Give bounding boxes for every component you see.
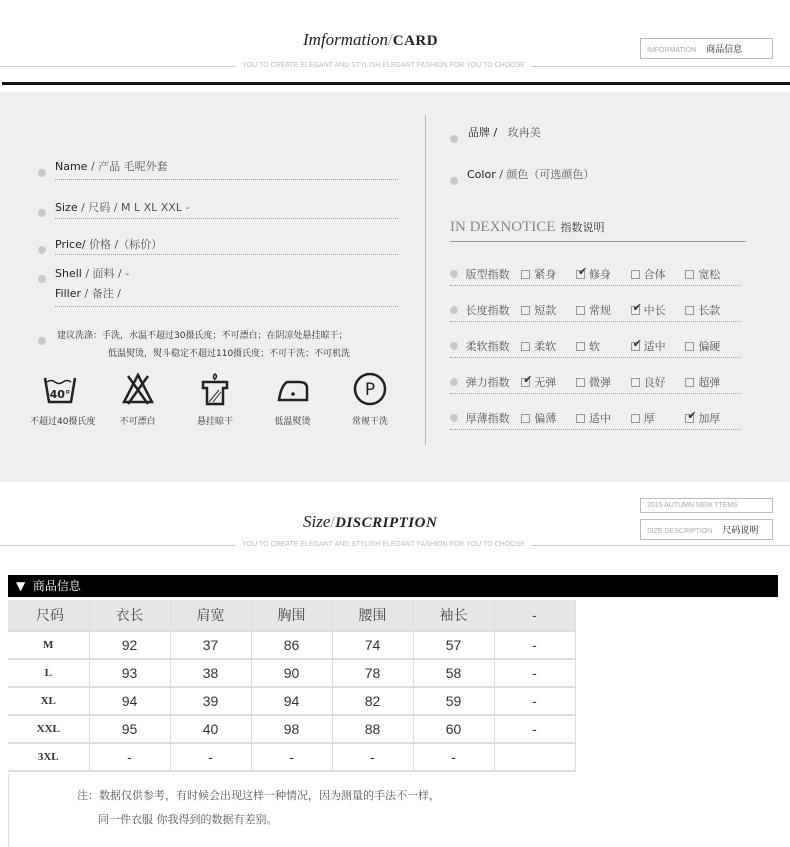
title-italic: Size	[303, 512, 331, 531]
checkbox-checked-icon[interactable]	[576, 270, 585, 279]
index-option[interactable]	[631, 410, 686, 426]
value-cell	[494, 743, 575, 771]
checkbox-icon[interactable]	[521, 306, 530, 315]
field-label: Name	[55, 160, 88, 173]
value-cell: 94	[89, 687, 170, 715]
dot	[38, 275, 46, 283]
option-label: 良好	[643, 375, 666, 389]
option-label: 偏薄	[534, 411, 557, 425]
care-instructions-2: 低温熨烫，熨斗稳定不超过110摄氏度；不可干洗；不可机洗	[108, 349, 351, 359]
icon-label: 常规干洗	[351, 417, 388, 427]
checkbox-icon[interactable]	[521, 414, 530, 423]
checkbox-icon[interactable]	[685, 306, 694, 315]
table-row	[8, 715, 575, 743]
title-slash: /	[388, 30, 393, 49]
index-option[interactable]	[521, 410, 576, 426]
value-cell: -	[170, 743, 251, 771]
index-row	[450, 262, 740, 286]
index-option[interactable]	[521, 302, 576, 318]
value-cell: 93	[89, 659, 170, 687]
field-value: / 颜色（可选颜色）	[495, 168, 595, 181]
dot	[450, 378, 458, 386]
column-header: 肩宽	[170, 600, 251, 631]
checkbox-icon[interactable]	[631, 378, 640, 387]
value-cell: -	[494, 687, 575, 715]
brand-value: 玫冉美	[507, 126, 541, 139]
table-row	[8, 743, 575, 771]
value-cell: 82	[332, 687, 413, 715]
option-label: 偏硬	[698, 339, 721, 353]
size-cell: XXL	[8, 715, 89, 743]
index-option[interactable]	[521, 338, 576, 354]
index-option[interactable]	[576, 338, 631, 354]
option-label: 宽松	[698, 267, 721, 281]
field-value: / 备注 /	[81, 287, 121, 300]
option-label: 紧身	[534, 267, 557, 281]
checkbox-icon[interactable]	[576, 378, 585, 387]
checkbox-checked-icon[interactable]	[631, 342, 640, 351]
index-label: 弹力指数	[465, 375, 510, 389]
bar-label: 商品信息	[32, 579, 81, 593]
table-row	[8, 659, 575, 687]
field-label: Filler	[55, 287, 81, 300]
column-header: 腰围	[332, 600, 413, 631]
value-cell: 40	[170, 715, 251, 743]
dot	[38, 209, 46, 217]
option-label: 适中	[643, 339, 666, 353]
no-bleach-icon	[108, 372, 168, 427]
field-label: 品牌 /	[468, 126, 498, 139]
dot	[38, 337, 46, 345]
low-iron-icon	[263, 372, 323, 427]
checkbox-icon[interactable]	[521, 342, 530, 351]
index-option[interactable]	[576, 266, 631, 282]
box-cn: 尺码说明	[722, 525, 759, 535]
value-cell: 98	[251, 715, 332, 743]
index-option[interactable]	[685, 338, 740, 354]
value-cell: -	[494, 631, 575, 659]
wash-40-icon	[30, 372, 96, 427]
value-cell: 95	[89, 715, 170, 743]
field-label: Shell	[55, 267, 82, 280]
size-table-bar	[8, 575, 778, 597]
option-label: 超弹	[698, 375, 721, 389]
field-label: Price/	[55, 238, 86, 251]
index-option[interactable]	[521, 374, 576, 390]
note-line-1: 注：数据仅供参考，有时候会出现这样一种情况，因为测量的手法不一样，	[77, 789, 440, 802]
size-field	[55, 199, 398, 219]
index-option[interactable]	[685, 410, 740, 426]
shell-field	[55, 265, 129, 281]
dot	[38, 162, 46, 181]
table-row	[8, 687, 575, 715]
index-option[interactable]	[576, 374, 631, 390]
value-cell: 74	[332, 631, 413, 659]
option-label: 无弹	[534, 375, 557, 389]
index-row	[450, 298, 740, 322]
checkbox-icon[interactable]	[685, 378, 694, 387]
index-label: 厚薄指数	[465, 411, 510, 425]
index-row	[450, 334, 740, 358]
value-cell: 86	[251, 631, 332, 659]
column-header: 尺码	[8, 600, 89, 631]
size-title	[303, 512, 437, 532]
checkbox-icon[interactable]	[576, 342, 585, 351]
checkbox-icon[interactable]	[631, 270, 640, 279]
value-cell: -	[494, 659, 575, 687]
option-label: 修身	[588, 267, 611, 281]
option-label: 适中	[588, 411, 611, 425]
filler-field	[55, 285, 398, 307]
index-option[interactable]	[576, 302, 631, 318]
index-option[interactable]	[631, 374, 686, 390]
tagline: YOU TO CREATE ELEGANT AND STYLISH ELEGANT FASHION FOR YOU TO CHOOSE	[236, 541, 531, 548]
index-option[interactable]	[631, 338, 686, 354]
value-cell: 58	[413, 659, 494, 687]
field-value: / 尺码 / M L XL XXL -	[77, 201, 190, 214]
size-cell: M	[8, 631, 89, 659]
brand-field	[468, 124, 541, 140]
value-cell: 59	[413, 687, 494, 715]
value-cell: 88	[332, 715, 413, 743]
box-cn: 商品信息	[706, 44, 743, 54]
value-cell: 92	[89, 631, 170, 659]
name-field	[55, 158, 398, 180]
option-label: 常规	[588, 303, 611, 317]
index-option[interactable]	[631, 266, 686, 282]
tagline: YOU TO CREATE ELEGANT AND STYLISH ELEGANT FASHION FOR YOU TO CHOOSE	[236, 62, 531, 69]
checkbox-checked-icon[interactable]	[685, 414, 694, 423]
column-header: 胸围	[251, 600, 332, 631]
index-label: 版型指数	[465, 267, 510, 281]
dot	[450, 135, 458, 143]
icon-label: 不可漂白	[119, 417, 156, 427]
season-box: 2015 AUTUMN NEW TTEMS	[640, 498, 773, 513]
value-cell: 57	[413, 631, 494, 659]
color-field	[467, 166, 594, 182]
dot	[38, 246, 46, 254]
box-en: SIZE DESCRIPTION	[647, 528, 713, 535]
dot	[450, 270, 458, 278]
title-bold: CARD	[392, 33, 439, 49]
column-header: -	[494, 600, 575, 631]
title-bold: DISCRIPTION	[335, 515, 438, 531]
option-label: 中长	[643, 303, 666, 317]
dot	[450, 177, 458, 185]
field-label: Size	[55, 201, 78, 214]
note-border	[8, 774, 9, 847]
dot	[450, 306, 458, 314]
icon-label: 不超过40摄氏度	[30, 417, 96, 427]
option-label: 软	[588, 339, 600, 353]
value-cell: 94	[251, 687, 332, 715]
value-cell: -	[332, 743, 413, 771]
field-value: 价格 /（标价）	[85, 238, 163, 251]
index-title-cn: 指数说明	[560, 221, 605, 234]
table-row	[8, 631, 575, 659]
index-row	[450, 370, 740, 394]
value-cell: 90	[251, 659, 332, 687]
index-option[interactable]	[576, 410, 631, 426]
index-label: 长度指数	[465, 303, 510, 317]
checkbox-icon[interactable]	[521, 270, 530, 279]
checkbox-checked-icon[interactable]	[521, 378, 530, 387]
index-option[interactable]	[685, 266, 740, 282]
option-label: 长款	[698, 303, 721, 317]
index-option[interactable]	[685, 374, 740, 390]
icon-label: 悬挂晾干	[196, 417, 233, 427]
field-value: / 面料 / -	[81, 267, 130, 280]
care-instructions-1: 建议洗涤：手洗，水温不超过30摄氏度；不可漂白；在阴凉处悬挂晾干；	[57, 331, 348, 341]
box-en: IMFORMATION	[647, 47, 697, 54]
title-italic: Imformation	[303, 30, 388, 49]
price-field	[55, 236, 398, 255]
value-cell: -	[89, 743, 170, 771]
info-card-title	[303, 30, 438, 50]
field-label: Color	[467, 168, 496, 181]
info-box-label	[640, 38, 773, 59]
dry-clean-p-icon	[340, 372, 400, 427]
title-slash: /	[330, 512, 336, 531]
index-option[interactable]	[631, 302, 686, 318]
value-cell: 37	[170, 631, 251, 659]
value-cell: -	[413, 743, 494, 771]
field-value: / 产品 毛呢外套	[87, 160, 168, 173]
black-rule	[2, 82, 790, 85]
index-option[interactable]	[685, 302, 740, 318]
size-box-label	[640, 519, 773, 540]
index-label: 柔软指数	[465, 339, 510, 353]
option-label: 加厚	[698, 411, 721, 425]
triangle-down-icon: ▼	[16, 579, 26, 593]
value-cell: -	[251, 743, 332, 771]
checkbox-icon[interactable]	[685, 270, 694, 279]
value-cell: 78	[332, 659, 413, 687]
option-label: 厚	[643, 411, 655, 425]
option-label: 短款	[534, 303, 557, 317]
note-line-2: 同一件衣服 你我得到的数据有差别。	[98, 813, 278, 826]
svg-text:P: P	[364, 380, 376, 400]
checkbox-icon[interactable]	[631, 414, 640, 423]
icon-label: 低温熨烫	[274, 417, 311, 427]
hang-dry-icon	[185, 372, 245, 427]
column-header: 衣长	[89, 600, 170, 631]
index-list	[450, 262, 740, 442]
value-cell: 39	[170, 687, 251, 715]
vertical-divider	[425, 115, 426, 445]
index-option[interactable]	[521, 266, 576, 282]
index-title	[450, 216, 746, 242]
checkbox-checked-icon[interactable]	[631, 306, 640, 315]
option-label: 合体	[643, 267, 666, 281]
svg-text:40°: 40°	[49, 388, 71, 401]
size-cell: L	[8, 659, 89, 687]
checkbox-icon[interactable]	[576, 306, 585, 315]
index-title-en: IN DEXNOTICE	[450, 219, 556, 235]
size-table	[8, 600, 576, 772]
checkbox-icon[interactable]	[685, 342, 694, 351]
option-label: 微弹	[588, 375, 611, 389]
care-icons	[30, 372, 400, 427]
column-header: 袖长	[413, 600, 494, 631]
size-cell: 3XL	[8, 743, 89, 771]
checkbox-icon[interactable]	[576, 414, 585, 423]
dot	[450, 414, 458, 422]
value-cell: 60	[413, 715, 494, 743]
size-cell: XL	[8, 687, 89, 715]
option-label: 柔软	[534, 339, 557, 353]
value-cell: -	[494, 715, 575, 743]
index-row	[450, 406, 740, 430]
dot	[450, 342, 458, 350]
value-cell: 38	[170, 659, 251, 687]
